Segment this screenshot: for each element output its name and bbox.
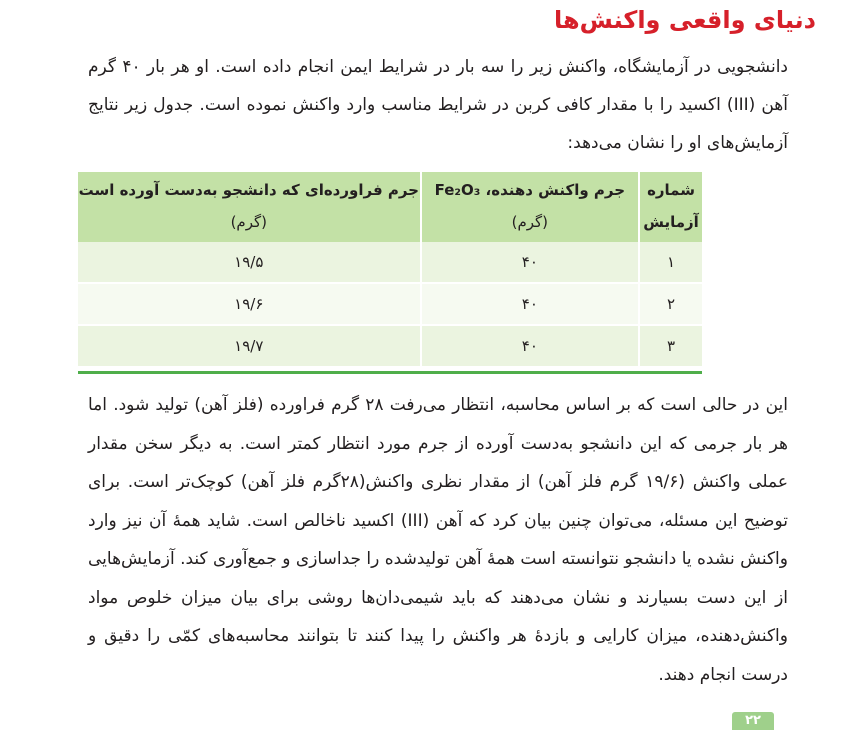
intro-text: دانشجویی در آزمایشگاه، واکنش زیر را سه بار در شرایط ایمن انجام داده است. او هر بار ۴۰ گرم آهن (III) اکسید را با مقدار کافی کربن در شرایط مناسب وارد واکنش نموده است. جدول زیر نتایج آزمایش‌های او را نشان می‌دهد: — [88, 57, 788, 153]
cell-reactant-mass: ۴۰ — [421, 242, 639, 283]
intro-paragraph — [88, 48, 788, 162]
body-text: این در حالی است که بر اساس محاسبه، انتظار می‌رفت ۲۸ گرم فراورده (فلز آهن) تولید شود. اما هر بار جرمی که این دانشجو به‌دست آورده از جرم مورد انتظار کمتر است. به دیگر سخن مقدار عملی واکنش (۱۹/۶ گرم فلز آهن) از مقدار نظری واکنش(۲۸گرم فلز آهن) کوچک‌تر است. برای توضیح این مسئله، می‌توان چنین بیان کرد که آهن (III) اکسید ناخالص است. شاید همهٔ آن نیز وارد واکنش نشده یا دانشجو نتوانسته است همهٔ آهن تولیدشده را جداسازی و جمع‌آوری کند. آزمایش‌هایی از این دست بسیارند و نشان می‌دهند که باید شیمی‌دان‌ها روشی برای بیان میزان خلوص مواد واکنش‌دهنده، میزان کارایی و بازدهٔ هر واکنش را پیدا کنند تا بتوانند محاسبه‌های کمّی را دقیق و درست انجام دهند. — [88, 395, 789, 685]
table-row — [78, 242, 702, 283]
cell-experiment-number: ۳ — [639, 325, 702, 367]
body-paragraph — [88, 386, 788, 694]
cell-experiment-number: ۲ — [639, 283, 702, 325]
table-row — [78, 283, 702, 325]
textbook-page — [38, 0, 824, 730]
section-title: دنیای واقعی واکنش‌ها — [553, 6, 816, 34]
header-product-mass: جرم فراورده‌ای که دانشجو به‌دست آورده است (گرم) — [78, 172, 421, 242]
cell-experiment-number: ۱ — [639, 242, 702, 283]
cell-product-mass: ۱۹/۵ — [78, 242, 421, 283]
cell-product-mass: ۱۹/۶ — [78, 283, 421, 325]
header-reactant-mass: جرم واکنش دهنده، Fe₂O₃ (گرم) — [421, 172, 639, 242]
cell-product-mass: ۱۹/۷ — [78, 325, 421, 367]
cell-reactant-mass: ۴۰ — [421, 325, 639, 367]
experiment-results-table — [78, 172, 702, 368]
header-experiment-number: شماره آزمایش — [639, 172, 702, 242]
cell-reactant-mass: ۴۰ — [421, 283, 639, 325]
page-number-badge: ۲۲ — [732, 712, 774, 730]
table-bottom-rule — [78, 371, 702, 374]
table-row — [78, 325, 702, 367]
table-header-row — [78, 172, 702, 242]
